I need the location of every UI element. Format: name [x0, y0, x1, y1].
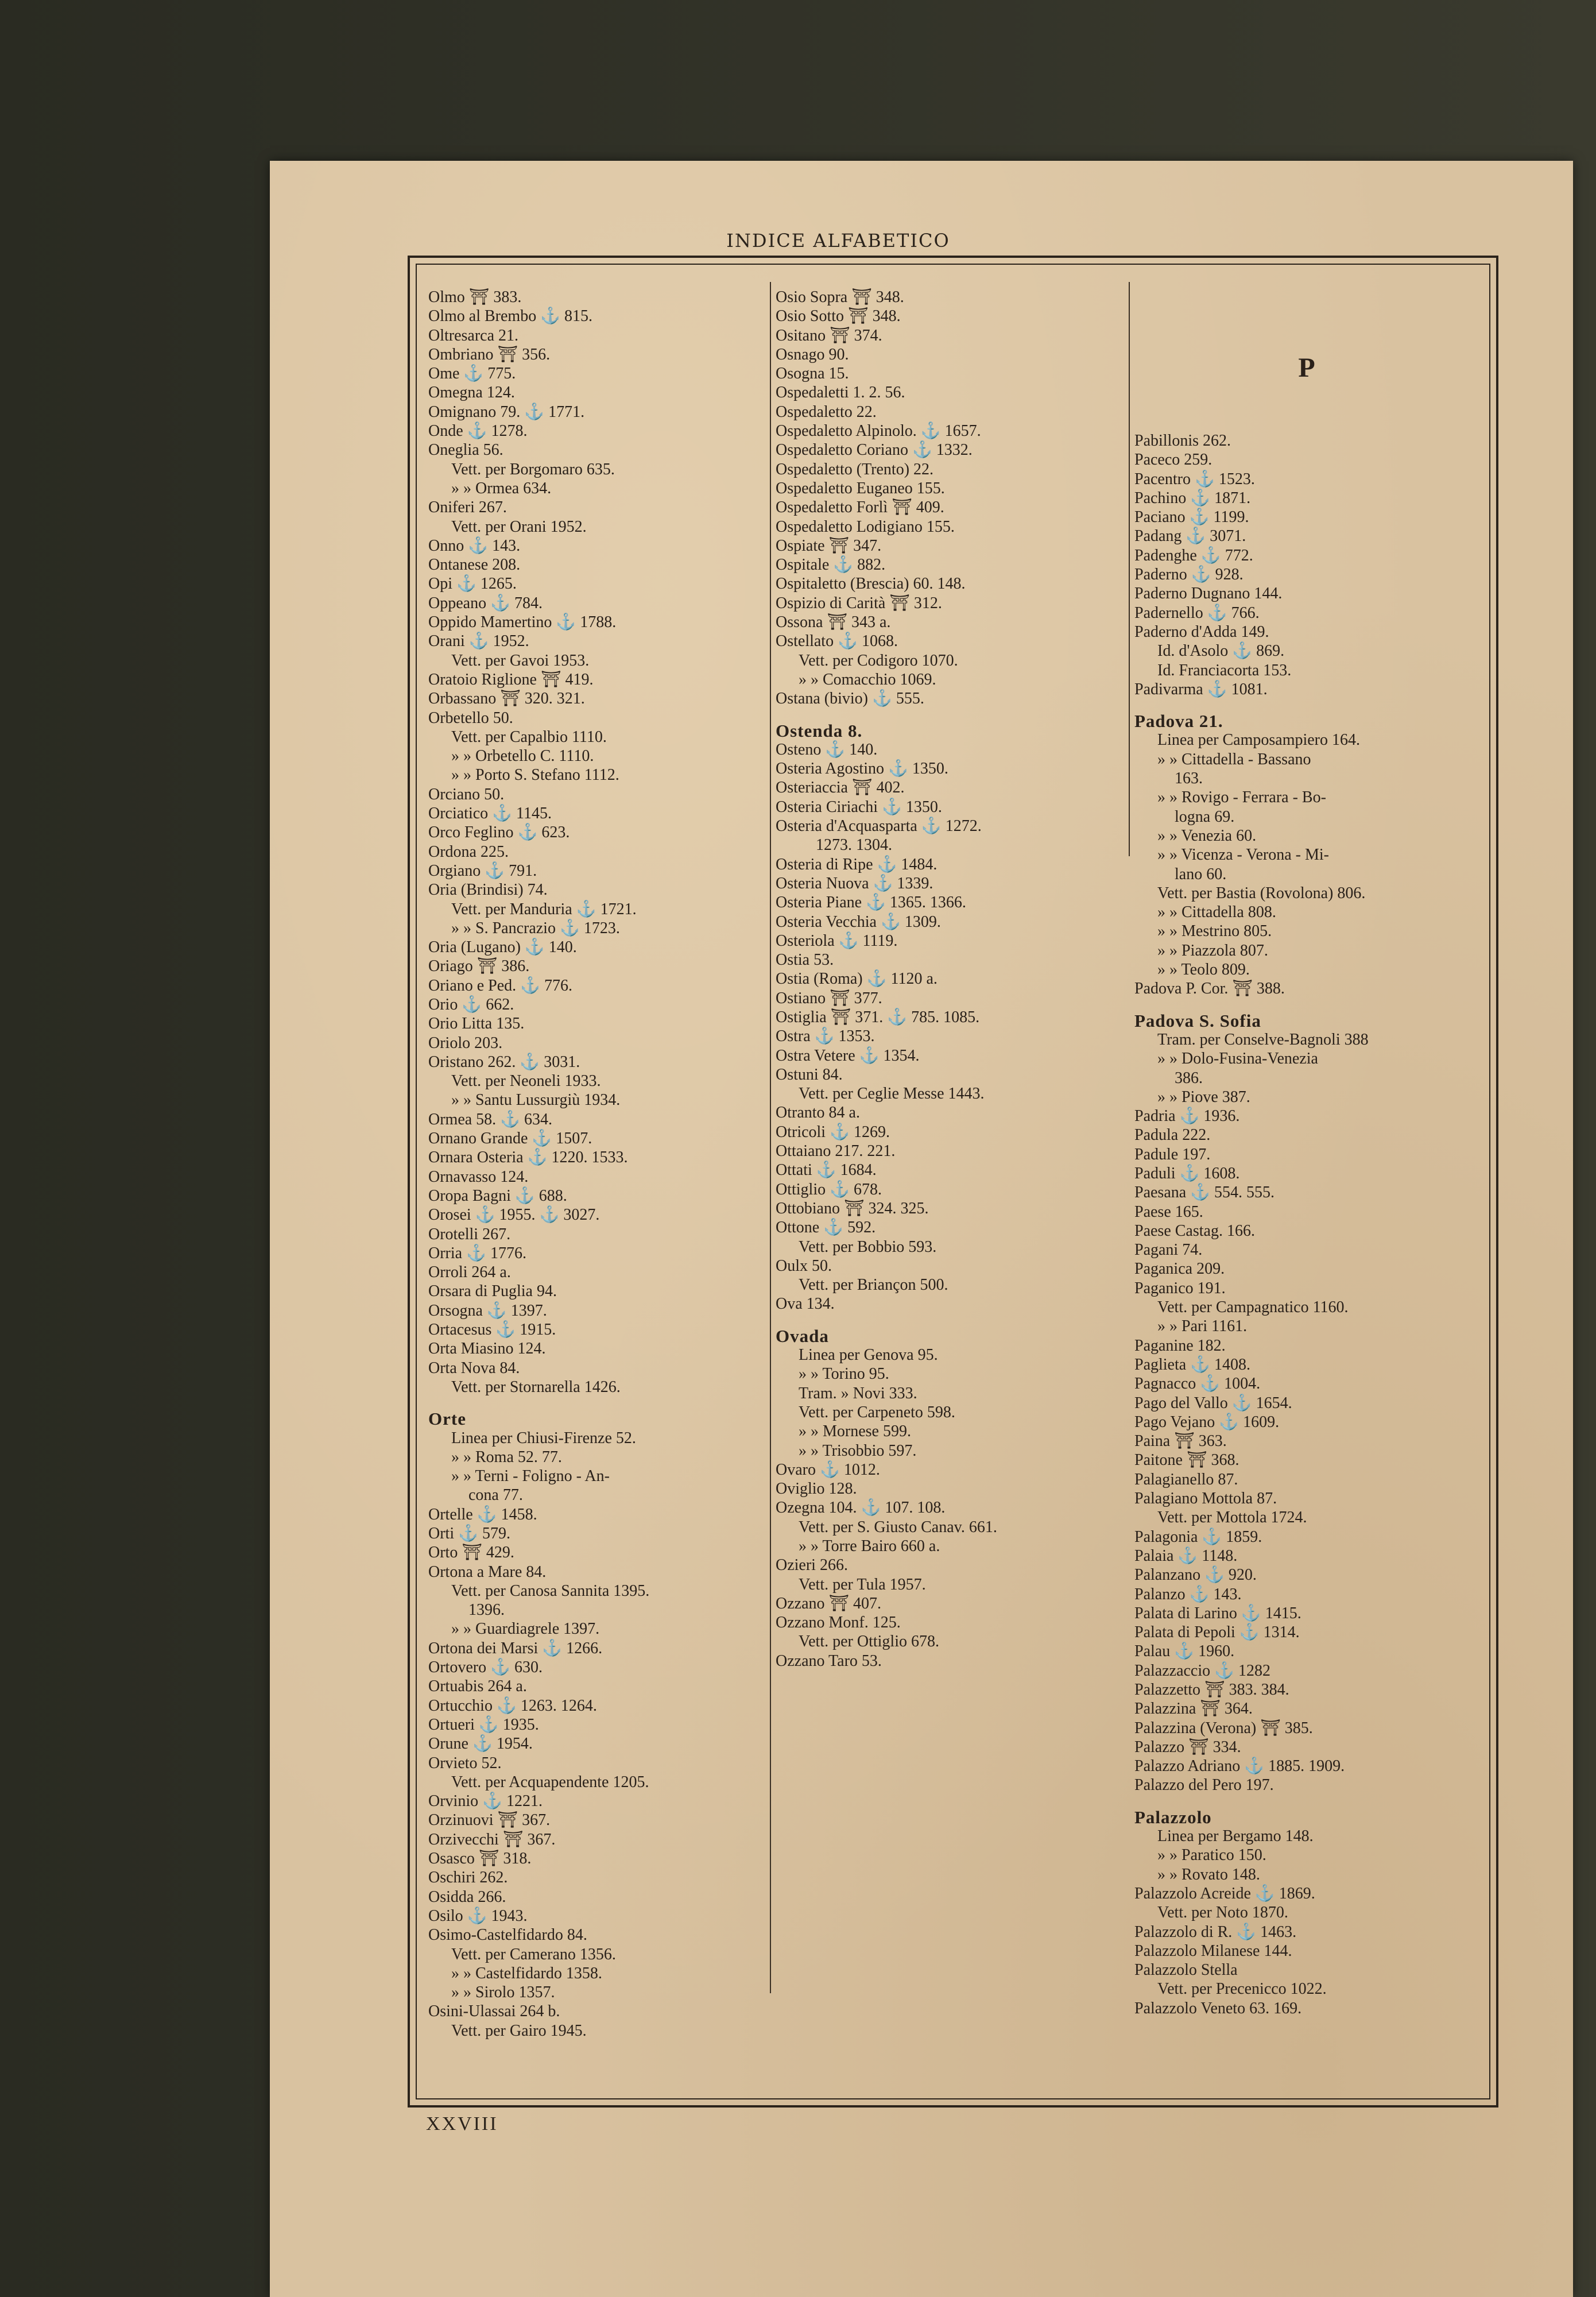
index-entry: Oristano 262. ⚓ 3031.	[428, 1053, 580, 1071]
index-entry: Vett. per Acquapendente 1205.	[451, 1773, 649, 1791]
index-entry: Orroli 264 a.	[428, 1263, 511, 1282]
index-entry: cona 77.	[468, 1486, 523, 1505]
index-entry: Oniferi 267.	[428, 498, 507, 517]
index-entry: Orto ⛩ 429.	[428, 1544, 514, 1562]
index-entry: Osogna 15.	[776, 365, 849, 383]
column-1	[428, 288, 776, 2040]
index-entry: » » Teolo 809.	[1157, 961, 1250, 979]
index-entry: Paduli ⚓ 1608.	[1134, 1164, 1240, 1182]
index-entry: Ozzano Taro 53.	[776, 1652, 882, 1670]
index-entry: » » Rovato 148.	[1157, 1865, 1260, 1884]
index-entry: Ortuabis 264 a.	[428, 1677, 527, 1696]
index-entry: » » Dolo-Fusina-Venezia	[1157, 1050, 1318, 1068]
index-entry: Ostuni 84.	[776, 1065, 843, 1084]
index-entry: Palata di Larino ⚓ 1415.	[1134, 1604, 1301, 1622]
index-entry: Oppeano ⚓ 784.	[428, 594, 543, 612]
index-entry: Vett. per Noto 1870.	[1157, 1904, 1288, 1922]
index-entry: » » Vicenza - Verona - Mi-	[1157, 846, 1329, 864]
index-entry: Osteria Agostino ⚓ 1350.	[776, 760, 948, 778]
index-entry: Ozzano ⛩ 407.	[776, 1594, 882, 1612]
index-entry: Osteria Nuova ⚓ 1339.	[776, 874, 933, 892]
index-entry: Ome ⚓ 775.	[428, 365, 516, 383]
index-entry: » » Paratico 150.	[1157, 1846, 1266, 1865]
index-entry: Vett. per Gairo 1945.	[451, 2021, 587, 2040]
index-entry: » » Ormea 634.	[451, 479, 552, 497]
index-entry: Palanzano ⚓ 920.	[1134, 1566, 1257, 1584]
index-entry: » » Cittadella 808.	[1157, 903, 1276, 922]
index-entry: Ottaiano 217. 221.	[776, 1142, 896, 1161]
index-entry: Ostia (Roma) ⚓ 1120 a.	[776, 970, 938, 988]
index-entry: Ozzano Monf. 125.	[776, 1614, 901, 1632]
index-entry: Paganine 182.	[1134, 1336, 1226, 1355]
index-entry: Vett. per Ceglie Messe 1443.	[799, 1085, 985, 1103]
index-entry: Orsogna ⚓ 1397.	[428, 1301, 547, 1320]
index-entry: Padule 197.	[1134, 1145, 1211, 1163]
index-entry: Ostana (bivio) ⚓ 555.	[776, 690, 924, 708]
index-entry: » » Sirolo 1357.	[451, 1983, 555, 2002]
index-entry: Vett. per Borgomaro 635.	[451, 460, 615, 478]
index-entry: Vett. per Codigoro 1070.	[799, 651, 958, 670]
section-heading: Palazzolo	[1134, 1807, 1212, 1827]
column-3	[1134, 288, 1479, 2018]
index-entry: Oltresarca 21.	[428, 326, 519, 345]
index-entry: Padenghe ⚓ 772.	[1134, 546, 1253, 564]
index-entry: Paina ⛩ 363.	[1134, 1432, 1227, 1451]
index-entry: Paceco 259.	[1134, 451, 1213, 469]
index-entry: Ospizio di Carità ⛩ 312.	[776, 594, 942, 612]
index-entry: Pagani 74.	[1134, 1241, 1203, 1259]
index-entry: Palazzetto ⛩ 383. 384.	[1134, 1681, 1289, 1699]
index-entry: Palazzo Adriano ⚓ 1885. 1909.	[1134, 1757, 1345, 1776]
index-entry: Orio ⚓ 662.	[428, 995, 514, 1014]
index-entry: » » Torre Bairo 660 a.	[799, 1537, 940, 1555]
index-entry: Orta Nova 84.	[428, 1359, 520, 1377]
index-entry: Osio Sopra ⛩ 348.	[776, 288, 904, 306]
index-entry: Vett. per Orani 1952.	[451, 517, 587, 536]
index-entry: Pachino ⚓ 1871.	[1134, 489, 1251, 507]
index-entry: Palau ⚓ 1960.	[1134, 1642, 1235, 1661]
index-entry: Paderno Dugnano 144.	[1134, 585, 1283, 603]
index-entry: Paciano ⚓ 1199.	[1134, 508, 1249, 527]
index-entry: Olmo al Brembo ⚓ 815.	[428, 307, 593, 326]
index-entry: Vett. per Mottola 1724.	[1157, 1509, 1307, 1527]
index-entry: Osteriaccia ⛩ 402.	[776, 779, 905, 797]
index-entry: Orio Litta 135.	[428, 1015, 525, 1033]
index-entry: Vett. per Stornarella 1426.	[451, 1378, 621, 1396]
index-entry: Osimo-Castelfidardo 84.	[428, 1926, 587, 1944]
index-entry: Ospedaletto Coriano ⚓ 1332.	[776, 441, 973, 459]
index-entry: Pago Vejano ⚓ 1609.	[1134, 1413, 1280, 1431]
index-entry: Palagiano Mottola 87.	[1134, 1490, 1277, 1508]
index-entry: Otranto 84 a.	[776, 1104, 860, 1122]
index-entry: Olmo ⛩ 383.	[428, 288, 522, 306]
index-entry: Oppido Mamertino ⚓ 1788.	[428, 613, 617, 632]
index-entry: Osteriola ⚓ 1119.	[776, 931, 898, 950]
index-entry: Pabillonis 262.	[1134, 432, 1231, 450]
index-entry: Pago del Vallo ⚓ 1654.	[1134, 1394, 1292, 1412]
index-entry: » » Comacchio 1069.	[799, 670, 936, 689]
index-entry: Vett. per Carpeneto 598.	[799, 1403, 955, 1421]
index-entry: Osteria Vecchia ⚓ 1309.	[776, 912, 941, 931]
index-entry: Orgiano ⚓ 791.	[428, 861, 537, 880]
index-entry: Orta Miasino 124.	[428, 1340, 546, 1358]
index-entry: Vett. per Bastia (Rovolona) 806.	[1157, 884, 1366, 902]
index-entry: » » Castelfidardo 1358.	[451, 1964, 602, 1982]
index-entry: Paganico 191.	[1134, 1279, 1226, 1297]
text-frame	[408, 256, 1498, 2107]
index-entry: Paese Castag. 166.	[1134, 1221, 1255, 1240]
index-entry: Vett. per Precenicco 1022.	[1157, 1980, 1327, 1998]
index-entry: Orbassano ⛩ 320. 321.	[428, 690, 585, 708]
index-entry: Oulx 50.	[776, 1256, 832, 1275]
index-entry: Onno ⚓ 143.	[428, 536, 521, 555]
index-entry: Paglieta ⚓ 1408.	[1134, 1355, 1251, 1374]
index-entry: Palazzina ⛩ 364.	[1134, 1700, 1253, 1718]
index-entry: Palagonia ⚓ 1859.	[1134, 1528, 1262, 1546]
index-entry: Ostellato ⚓ 1068.	[776, 632, 898, 651]
index-entry: Orvinio ⚓ 1221.	[428, 1792, 543, 1811]
index-entry: 1273. 1304.	[816, 836, 892, 854]
index-entry: Ospitaletto (Brescia) 60. 148.	[776, 575, 966, 593]
index-entry: Ortovero ⚓ 630.	[428, 1658, 543, 1677]
index-entry: Oschiri 262.	[428, 1869, 508, 1887]
index-entry: Orzinuovi ⛩ 367.	[428, 1811, 551, 1830]
index-entry: Orani ⚓ 1952.	[428, 632, 529, 651]
index-entry: Vett. per S. Giusto Canav. 661.	[799, 1518, 997, 1536]
index-entry: Ospedaletti 1. 2. 56.	[776, 384, 905, 402]
index-entry: Palazzolo Veneto 63. 169.	[1134, 1999, 1302, 2017]
index-entry: Osteria Piane ⚓ 1365. 1366.	[776, 894, 966, 912]
index-entry: » » Mestrino 805.	[1157, 922, 1272, 941]
index-entry: Ostra Vetere ⚓ 1354.	[776, 1046, 920, 1065]
page-header: INDICE ALFABETICO	[726, 230, 950, 252]
index-entry: Orune ⚓ 1954.	[428, 1735, 533, 1753]
index-entry: Palazzolo di R. ⚓ 1463.	[1134, 1923, 1297, 1941]
index-entry: Paese 165.	[1134, 1202, 1203, 1221]
index-entry: Padernello ⚓ 766.	[1134, 604, 1260, 622]
index-entry: Onde ⚓ 1278.	[428, 422, 528, 440]
column-2	[776, 288, 1132, 1670]
index-entry: Oriago ⛩ 386.	[428, 957, 530, 976]
index-entry: Orciatico ⚓ 1145.	[428, 805, 552, 823]
index-entry: Omegna 124.	[428, 384, 515, 402]
index-entry: Vett. per Bobbio 593.	[799, 1238, 937, 1256]
index-entry: Ospedaletto Alpinolo. ⚓ 1657.	[776, 422, 981, 440]
section-heading: Orte	[428, 1409, 466, 1429]
index-entry: Orria ⚓ 1776.	[428, 1244, 526, 1262]
index-entry: Orotelli 267.	[428, 1225, 511, 1243]
index-entry: Paderno ⚓ 928.	[1134, 566, 1244, 584]
index-entry: Padivarma ⚓ 1081.	[1134, 680, 1268, 698]
index-entry: logna 69.	[1175, 807, 1235, 826]
index-entry: Linea per Camposampiero 164.	[1157, 731, 1361, 749]
index-entry: Opi ⚓ 1265.	[428, 575, 517, 593]
index-entry: Oratoio Riglione ⛩ 419.	[428, 670, 594, 689]
index-entry: Vett. per Campagnatico 1160.	[1157, 1298, 1349, 1317]
index-entry: Ornavasso 124.	[428, 1167, 529, 1186]
index-entry: Vett. per Canosa Sannita 1395.	[451, 1581, 650, 1600]
index-entry: Ordona 225.	[428, 842, 509, 861]
index-entry: Ospedaletto (Trento) 22.	[776, 460, 934, 478]
index-entry: Ospedaletto 22.	[776, 403, 877, 421]
index-entry: Ova 134.	[776, 1295, 835, 1313]
book-page	[270, 161, 1573, 2297]
index-entry: » » Mornese 599.	[799, 1422, 911, 1441]
index-entry: Osteno ⚓ 140.	[776, 740, 878, 759]
index-entry: Vett. per Capalbio 1110.	[451, 728, 607, 746]
index-entry: Padova P. Cor. ⛩ 388.	[1134, 980, 1285, 998]
index-entry: Linea per Chiusi-Firenze 52.	[451, 1429, 636, 1447]
index-entry: » » Piazzola 807.	[1157, 941, 1268, 960]
index-entry: Pagnacco ⚓ 1004.	[1134, 1375, 1261, 1393]
index-entry: Palata di Pepoli ⚓ 1314.	[1134, 1623, 1300, 1642]
index-entry: Osilo ⚓ 1943.	[428, 1907, 528, 1925]
index-entry: Omignano 79. ⚓ 1771.	[428, 403, 585, 421]
section-heading: Padova S. Sofia	[1134, 1010, 1261, 1031]
index-entry: Ortucchio ⚓ 1263. 1264.	[428, 1696, 597, 1715]
index-entry: Ontanese 208.	[428, 556, 521, 574]
index-entry: » » Cittadella - Bassano	[1157, 750, 1311, 768]
index-entry: Palagianello 87.	[1134, 1470, 1238, 1488]
index-entry: Ornano Grande ⚓ 1507.	[428, 1130, 592, 1148]
index-entry: 1396.	[468, 1601, 505, 1619]
index-entry: Oria (Brindisi) 74.	[428, 881, 548, 899]
index-entry: Orzivecchi ⛩ 367.	[428, 1830, 556, 1849]
index-entry: » » S. Pancrazio ⚓ 1723.	[451, 919, 620, 937]
index-entry: Ormea 58. ⚓ 634.	[428, 1110, 553, 1128]
index-entry: Ostiano ⛩ 377.	[776, 989, 882, 1007]
index-entry: Vett. per Briançon 500.	[799, 1276, 948, 1294]
index-entry: Ospedaletto Euganeo 155.	[776, 479, 945, 497]
index-entry: Orbetello 50.	[428, 709, 513, 727]
index-entry: Id. d'Asolo ⚓ 869.	[1157, 642, 1285, 660]
index-entry: Ombriano ⛩ 356.	[428, 345, 551, 364]
index-entry: Vett. per Manduria ⚓ 1721.	[451, 900, 637, 918]
index-entry: Palazzo del Pero 197.	[1134, 1776, 1274, 1795]
index-entry: Ortona a Mare 84.	[428, 1563, 547, 1581]
index-entry: Palazzolo Acreide ⚓ 1869.	[1134, 1884, 1315, 1902]
index-entry: Ottobiano ⛩ 324. 325.	[776, 1199, 929, 1217]
index-entry: Osidda 266.	[428, 1888, 506, 1906]
index-entry: Ornara Osteria ⚓ 1220. 1533.	[428, 1148, 628, 1167]
index-entry: Ozegna 104. ⚓ 107. 108.	[776, 1499, 946, 1517]
index-entry: Palazzaccio ⚓ 1282	[1134, 1661, 1270, 1680]
index-entry: Osteria d'Acquasparta ⚓ 1272.	[776, 817, 982, 836]
index-entry: Tram. per Conselve-Bagnoli 388	[1157, 1030, 1369, 1049]
section-heading: Ostenda 8.	[776, 720, 863, 741]
index-entry: Ospitale ⚓ 882.	[776, 556, 886, 574]
index-entry: Orvieto 52.	[428, 1754, 502, 1772]
index-entry: Osio Sotto ⛩ 348.	[776, 307, 901, 326]
index-entry: » » Guardiagrele 1397.	[451, 1620, 600, 1638]
index-entry: Ovaro ⚓ 1012.	[776, 1460, 880, 1479]
index-entry: Oriolo 203.	[428, 1034, 503, 1052]
index-entry: Orosei ⚓ 1955. ⚓ 3027.	[428, 1206, 600, 1224]
index-entry: Palazzo ⛩ 334.	[1134, 1738, 1241, 1756]
index-entry: lano 60.	[1175, 865, 1227, 883]
index-entry: » » Terni - Foligno - An-	[451, 1467, 610, 1486]
index-entry: Ospedaletto Forlì ⛩ 409.	[776, 498, 944, 517]
index-entry: » » Pari 1161.	[1157, 1317, 1248, 1336]
index-entry: Osini-Ulassai 264 b.	[428, 2002, 560, 2021]
index-entry: Osasco ⛩ 318.	[428, 1850, 532, 1868]
index-entry: Paderno d'Adda 149.	[1134, 622, 1269, 641]
index-entry: Pacentro ⚓ 1523.	[1134, 470, 1255, 488]
index-entry: Ostiglia ⛩ 371. ⚓ 785. 1085.	[776, 1008, 980, 1026]
letter-heading: P	[1298, 353, 1315, 383]
index-entry: Otricoli ⚓ 1269.	[776, 1123, 890, 1141]
index-entry: Ottati ⚓ 1684.	[776, 1161, 877, 1180]
index-entry: Palazzolo Stella	[1134, 1961, 1238, 1979]
index-entry: Vett. per Gavoi 1953.	[451, 651, 590, 670]
section-heading: Padova 21.	[1134, 711, 1223, 732]
index-entry: » » Torino 95.	[799, 1365, 889, 1383]
index-entry: Ortona dei Marsi ⚓ 1266.	[428, 1639, 603, 1657]
index-entry: » » Orbetello C. 1110.	[451, 747, 594, 765]
index-entry: Linea per Bergamo 148.	[1157, 1827, 1314, 1846]
index-entry: Ostra ⚓ 1353.	[776, 1027, 875, 1046]
index-entry: Vett. per Camerano 1356.	[451, 1945, 616, 1963]
index-entry: Orti ⚓ 579.	[428, 1525, 510, 1542]
index-entry: Padang ⚓ 3071.	[1134, 527, 1246, 546]
index-entry: 386.	[1175, 1069, 1203, 1087]
index-entry: Oviglio 128.	[776, 1480, 857, 1498]
index-entry: Tram. » Novi 333.	[799, 1384, 917, 1402]
index-entry: Ottiglio ⚓ 678.	[776, 1180, 882, 1198]
index-entry: Padula 222.	[1134, 1126, 1211, 1144]
section-heading: Ovada	[776, 1325, 829, 1346]
page-number: XXVIII	[426, 2113, 498, 2134]
index-entry: Padria ⚓ 1936.	[1134, 1107, 1240, 1126]
index-entry: Ortacesus ⚓ 1915.	[428, 1321, 556, 1339]
index-entry: Palanzo ⚓ 143.	[1134, 1585, 1242, 1603]
index-entry: Orsara di Puglia 94.	[428, 1282, 557, 1301]
index-entry: » » Porto S. Stefano 1112.	[451, 766, 619, 784]
index-entry: Ostia 53.	[776, 951, 834, 969]
index-entry: Ositano ⛩ 374.	[776, 326, 882, 345]
index-entry: Id. Franciacorta 153.	[1157, 661, 1292, 679]
index-entry: Osnago 90.	[776, 345, 849, 364]
index-entry: Vett. per Ottiglio 678.	[799, 1633, 939, 1651]
index-entry: Ortelle ⚓ 1458.	[428, 1505, 537, 1523]
index-entry: Paitone ⛩ 368.	[1134, 1451, 1239, 1470]
index-entry: Oropa Bagni ⚓ 688.	[428, 1186, 567, 1205]
index-entry: » » Santu Lussurgiù 1934.	[451, 1091, 621, 1109]
index-entry: » » Rovigo - Ferrara - Bo-	[1157, 788, 1326, 807]
index-entry: Osteria di Ripe ⚓ 1484.	[776, 855, 938, 873]
index-entry: Orco Feglino ⚓ 623.	[428, 823, 570, 842]
index-entry: Ospiate ⛩ 347.	[776, 536, 882, 555]
index-entry: Osteria Ciriachi ⚓ 1350.	[776, 798, 942, 816]
index-entry: Ozieri 266.	[776, 1556, 848, 1575]
index-entry: Oneglia 56.	[428, 441, 503, 459]
index-entry: Paganica 209.	[1134, 1260, 1225, 1278]
index-entry: » » Roma 52. 77.	[451, 1448, 562, 1466]
index-entry: Ospedaletto Lodigiano 155.	[776, 517, 955, 536]
index-entry: 163.	[1175, 769, 1203, 788]
index-entry: Linea per Genova 95.	[799, 1346, 938, 1364]
index-entry: Vett. per Tula 1957.	[799, 1575, 926, 1594]
text-frame-inner	[416, 264, 1490, 2099]
index-entry: Paesana ⚓ 554. 555.	[1134, 1184, 1275, 1202]
index-entry: Ottone ⚓ 592.	[776, 1219, 876, 1237]
index-entry: Palazzolo Milanese 144.	[1134, 1942, 1292, 1960]
index-entry: Vett. per Neoneli 1933.	[451, 1072, 601, 1091]
index-entry: » » Piove 387.	[1157, 1088, 1250, 1106]
index-entry: Oriano e Ped. ⚓ 776.	[428, 976, 573, 995]
index-entry: » » Venezia 60.	[1157, 826, 1257, 845]
index-entry: Palazzina (Verona) ⛩ 385.	[1134, 1719, 1313, 1737]
index-entry: Orciano 50.	[428, 785, 505, 803]
index-entry: Oria (Lugano) ⚓ 140.	[428, 938, 577, 957]
index-entry: Ossona ⛩ 343 a.	[776, 613, 891, 632]
index-entry: » » Trisobbio 597.	[799, 1441, 917, 1460]
index-entry: Palaia ⚓ 1148.	[1134, 1546, 1238, 1565]
index-entry: Ortueri ⚓ 1935.	[428, 1715, 539, 1734]
